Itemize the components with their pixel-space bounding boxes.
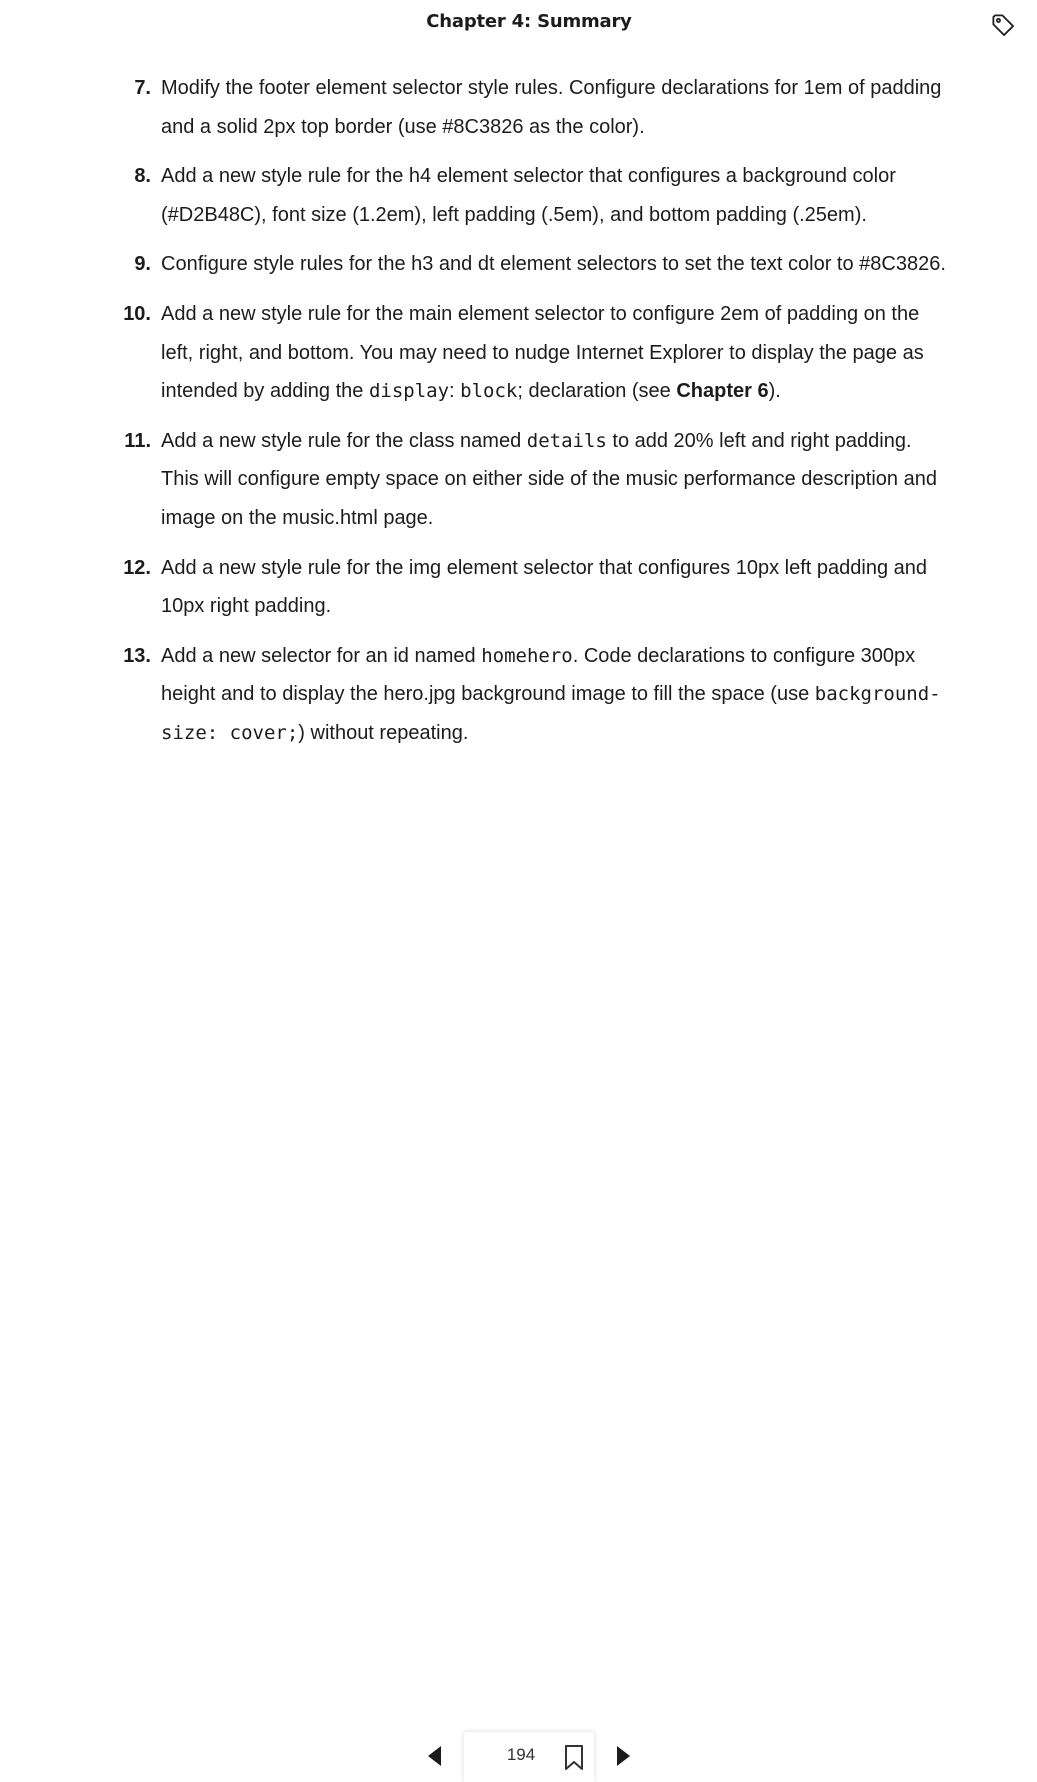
step-text-segment: Add a new selector for an id named bbox=[161, 644, 482, 667]
step-number: 8. bbox=[134, 165, 151, 188]
bookmark-icon[interactable] bbox=[563, 1744, 585, 1771]
step-text bbox=[161, 245, 947, 284]
step-text-segment: Add a new style rule for the main element selector to configure 2em of padding on the left, right, and bottom. You may need to nudge Internet Explorer to display the page as intended by adding the bbox=[161, 302, 924, 403]
summary-content bbox=[0, 69, 1037, 764]
inline-code: display bbox=[368, 380, 450, 403]
tag-icon[interactable] bbox=[990, 12, 1017, 39]
inline-code: background-size: cover; bbox=[161, 683, 941, 744]
step-text bbox=[161, 157, 947, 234]
chevron-left-icon[interactable] bbox=[421, 1742, 449, 1770]
step-text-segment: Configure style rules for the h3 and dt element selectors to set the text color to #8C3826. bbox=[161, 253, 946, 276]
inline-code: homehero bbox=[481, 644, 573, 667]
step-text bbox=[161, 637, 947, 753]
step-text-segment: to add 20% left and right padding. This will configure empty space on either side of the music performance description and image on the music.html page. bbox=[161, 429, 937, 529]
step-text bbox=[161, 69, 947, 146]
step-number: 12. bbox=[123, 556, 151, 579]
step-text bbox=[161, 422, 947, 538]
summary-step bbox=[0, 422, 1037, 538]
step-text-segment: : bbox=[449, 380, 461, 403]
step-number: 11. bbox=[124, 429, 151, 452]
summary-steps-list bbox=[0, 69, 1037, 753]
summary-step bbox=[0, 637, 1037, 753]
summary-step bbox=[0, 295, 1037, 411]
emphasis-text: Chapter 6 bbox=[676, 380, 769, 403]
step-text bbox=[161, 295, 947, 411]
summary-step bbox=[0, 549, 1037, 626]
top-bar bbox=[0, 0, 1037, 50]
step-text-segment: ) without repeating. bbox=[298, 721, 469, 744]
step-text-segment: ; declaration (see bbox=[517, 380, 677, 403]
step-text-segment: . Code declarations to configure 300px height and to display the hero.jpg background image to fill the space (use bbox=[161, 644, 916, 706]
step-text bbox=[161, 549, 947, 626]
chapter-title: Chapter 4: Summary bbox=[426, 11, 632, 32]
step-number: 10. bbox=[123, 302, 151, 325]
page-number: 194 bbox=[506, 1745, 536, 1764]
summary-step bbox=[0, 157, 1037, 234]
step-text-segment: Modify the footer element selector style rules. Configure declarations for 1em of padding and a solid 2px top border (use #8C3826 as the color). bbox=[161, 77, 942, 138]
step-text-segment: Add a new style rule for the class named bbox=[161, 429, 527, 452]
chevron-right-icon[interactable] bbox=[609, 1742, 637, 1770]
step-text-segment: ). bbox=[768, 380, 781, 403]
summary-step bbox=[0, 69, 1037, 146]
step-number: 9. bbox=[134, 253, 151, 276]
step-text-segment: Add a new style rule for the img element selector that configures 10px left padding and 10px right padding. bbox=[161, 556, 928, 618]
inline-code: block bbox=[460, 380, 518, 403]
page-indicator bbox=[464, 1732, 594, 1782]
inline-code: details bbox=[526, 429, 607, 452]
step-number: 13. bbox=[123, 644, 151, 667]
page-navigation bbox=[0, 866, 1037, 1764]
summary-step bbox=[0, 245, 1037, 284]
step-text-segment: Add a new style rule for the h4 element selector that configures a background color (#D2B48C), font size (1.2em), left padding (.5em), and bottom padding (.25em). bbox=[161, 165, 896, 226]
step-number: 7. bbox=[134, 77, 151, 99]
